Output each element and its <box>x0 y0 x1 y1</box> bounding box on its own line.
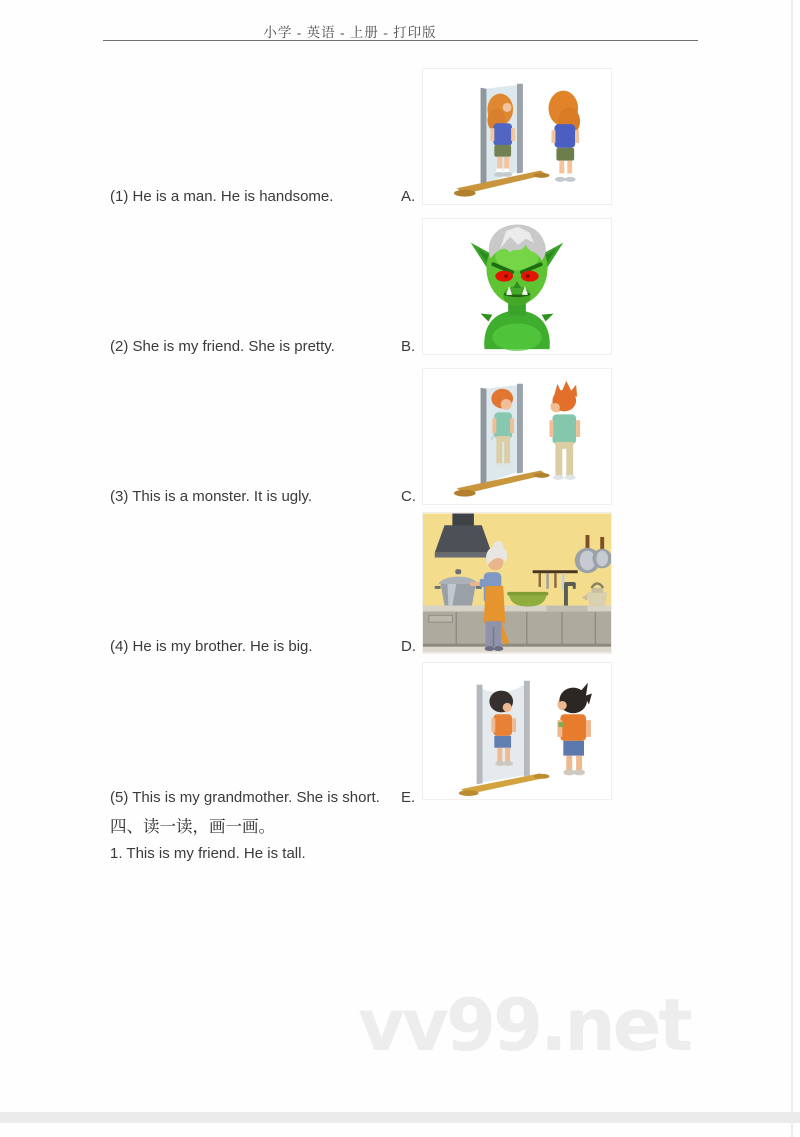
matching-item-1-text: (1) He is a man. He is handsome. <box>110 188 334 205</box>
page-header-title: 小学 - 英语 - 上册 - 打印版 <box>263 25 437 40</box>
green-monster-image <box>423 219 611 354</box>
boy-looking-in-tall-mirror-image <box>423 663 611 799</box>
section-four-item-1: 1. This is my friend. He is tall. <box>110 845 306 862</box>
picture-e <box>422 662 612 800</box>
option-letter-c: C. <box>401 488 416 505</box>
girl-looking-in-mirror-image <box>423 69 611 204</box>
picture-a <box>422 68 612 205</box>
option-letter-b: B. <box>401 338 416 355</box>
watermark: vv99.net <box>358 983 690 1067</box>
matching-item-5-text: (5) This is my grandmother. She is short. <box>110 789 380 806</box>
option-letter-d: D. <box>401 638 416 655</box>
page-break-band <box>0 1112 800 1123</box>
picture-b <box>422 218 612 355</box>
picture-d <box>422 512 612 654</box>
grandmother-cooking-in-kitchen-image <box>423 513 611 653</box>
boy-looking-in-mirror-image <box>423 369 611 504</box>
header-divider <box>103 40 698 41</box>
option-letter-a: A. <box>401 188 416 205</box>
matching-item-4-text: (4) He is my brother. He is big. <box>110 638 313 655</box>
section-four-heading: 四、读一读，画一画。 <box>110 817 275 836</box>
matching-item-3-text: (3) This is a monster. It is ugly. <box>110 488 313 505</box>
picture-c <box>422 368 612 505</box>
matching-item-2-text: (2) She is my friend. She is pretty. <box>110 338 335 355</box>
option-letter-e: E. <box>401 789 416 806</box>
right-page-edge <box>791 0 793 1137</box>
